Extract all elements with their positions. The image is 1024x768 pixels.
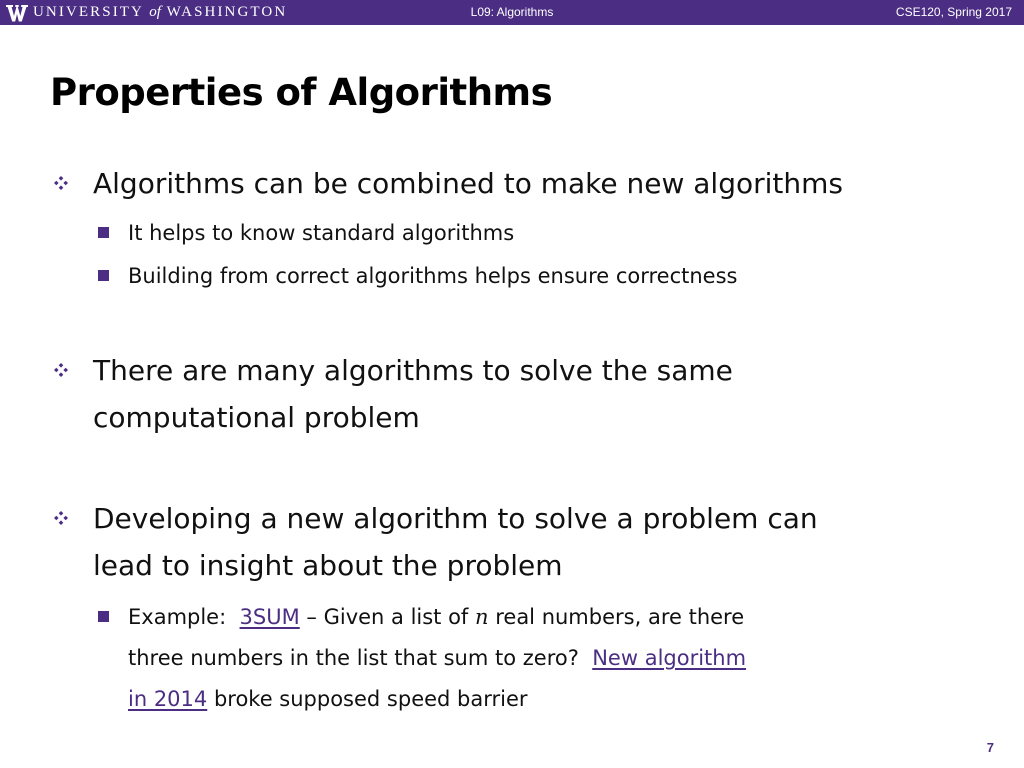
- bullet-2: [93, 347, 973, 441]
- example-line-3-text: broke supposed speed barrier: [207, 687, 528, 711]
- slide-title: Properties of Algorithms: [50, 71, 553, 114]
- four-diamond-bullet-icon: [54, 511, 68, 525]
- example-prefix: Example:: [128, 605, 240, 629]
- new-algorithm-link-part-2[interactable]: in 2014: [128, 687, 208, 711]
- bullet-2-line-2: computational problem: [93, 401, 420, 434]
- bullet-3: [93, 495, 973, 589]
- four-diamond-bullet-icon: [54, 363, 68, 377]
- example-line-2-text: three numbers in the list that sum to zero?: [128, 646, 593, 670]
- square-bullet-icon: [98, 227, 109, 238]
- university-of: of: [149, 4, 161, 20]
- bullet-1-sub-1: [128, 213, 958, 254]
- four-diamond-bullet-icon: [54, 176, 68, 190]
- university-suffix: WASHINGTON: [166, 4, 288, 20]
- example-text-2: real numbers, are there: [488, 605, 745, 629]
- course-label: CSE120, Spring 2017: [895, 5, 1012, 19]
- lecture-label: L09: Algorithms: [470, 5, 554, 19]
- bullet-1-text: Algorithms can be combined to make new algorithms: [93, 167, 843, 200]
- bullet-3-line-1: Developing a new algorithm to solve a problem can: [93, 502, 818, 535]
- bullet-1: [93, 160, 973, 207]
- bullet-1-sub-2-text: Building from correct algorithms helps ensure correctness: [128, 264, 738, 288]
- page-number: 7: [986, 740, 994, 755]
- square-bullet-icon: [98, 270, 109, 281]
- bullet-2-line-1: There are many algorithms to solve the same: [93, 354, 733, 387]
- example-text-1: – Given a list of: [299, 605, 476, 629]
- bullet-3-line-2: lead to insight about the problem: [93, 549, 563, 582]
- bullet-1-sub-1-text: It helps to know standard algorithms: [128, 221, 515, 245]
- 3sum-link[interactable]: 3SUM: [239, 605, 300, 629]
- square-bullet-icon: [98, 611, 109, 622]
- new-algorithm-link-part-1[interactable]: New algorithm: [592, 646, 747, 670]
- math-n: n: [475, 605, 489, 629]
- bullet-3-example: [128, 597, 958, 720]
- bullet-1-sub-2: [128, 256, 958, 297]
- university-prefix: UNIVERSITY: [33, 4, 144, 20]
